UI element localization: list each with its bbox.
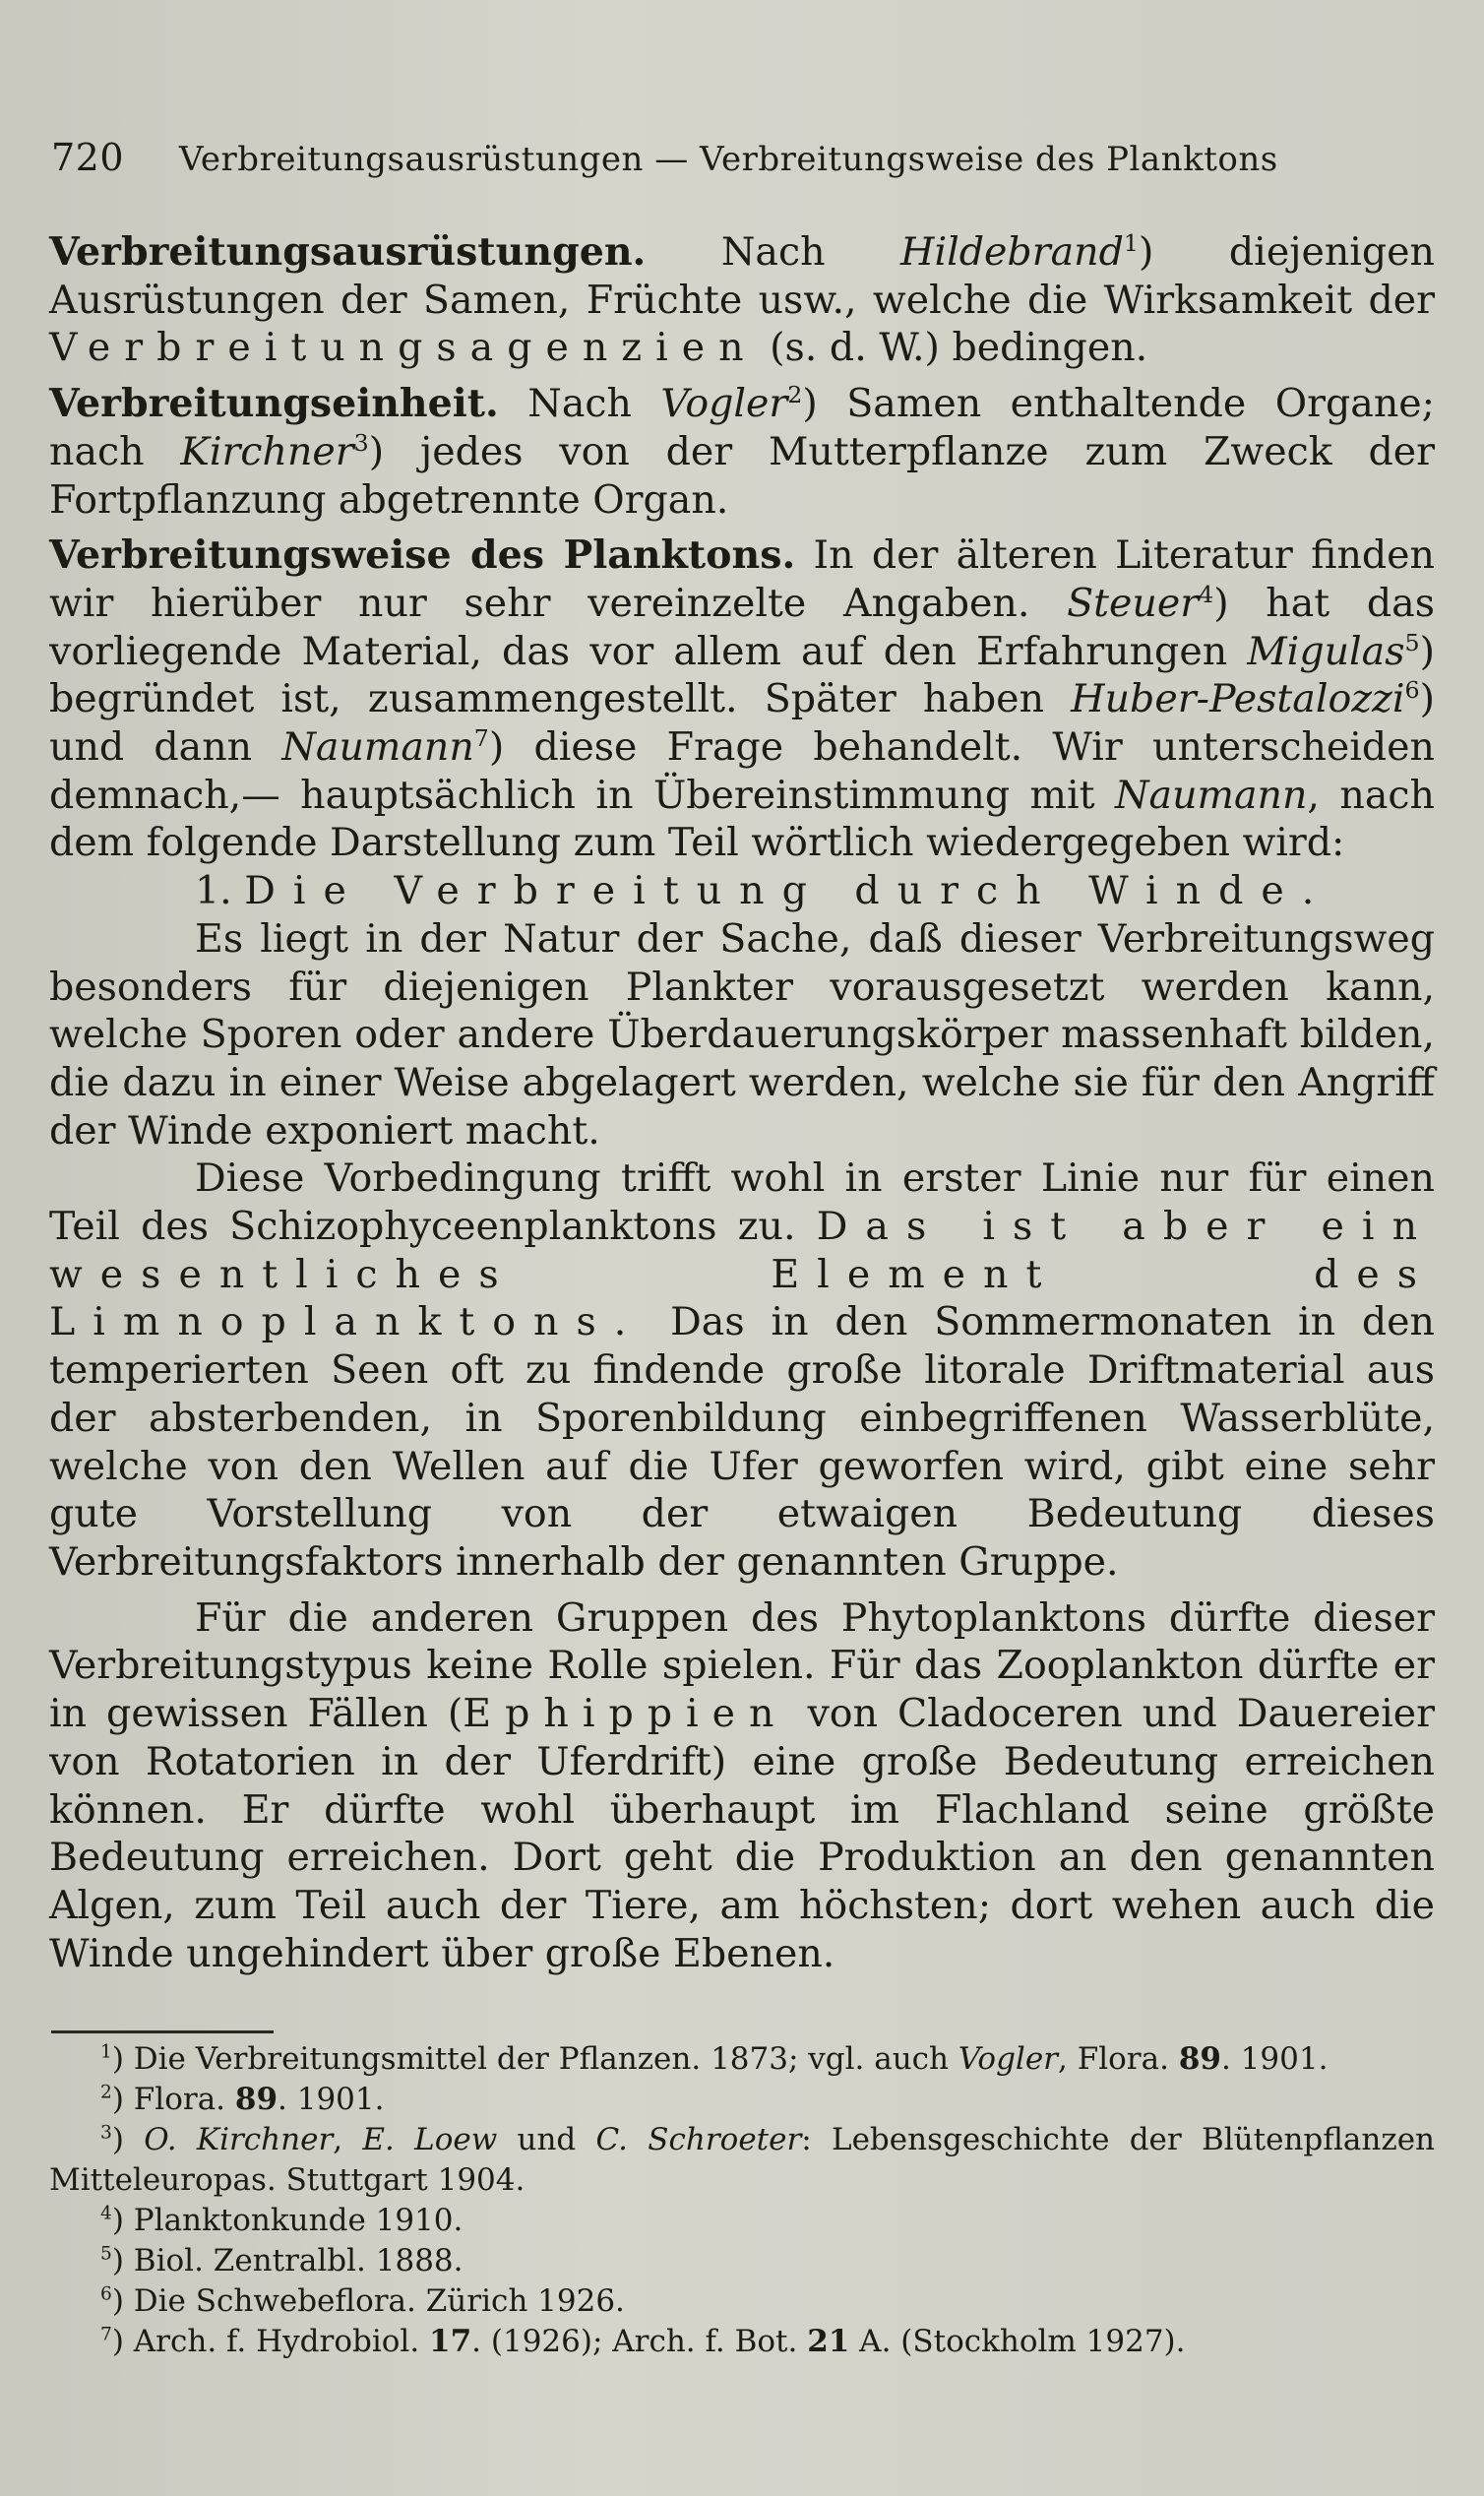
- running-header: [51, 136, 1429, 179]
- footnotes: [49, 2039, 1435, 2362]
- entry-verbreitungsweise: [49, 531, 1435, 867]
- text-run: . 1901.: [278, 2082, 385, 2117]
- footnote: [49, 2322, 1435, 2362]
- footnote-mark: 4: [100, 2203, 112, 2224]
- footnote: [49, 2281, 1435, 2322]
- entry-term: Verbreitungsweise des Planktons.: [49, 532, 796, 579]
- text-run: ) Samen enthaltende Organe; nach: [49, 381, 1435, 474]
- footnote-mark: 1: [100, 2041, 112, 2063]
- main-text: [49, 228, 1435, 1977]
- author-name: Huber-Pestalozzi: [1071, 676, 1405, 722]
- text-run: . (1926); Arch. f. Bot.: [471, 2324, 808, 2359]
- footnote-ref: 5: [1404, 628, 1420, 656]
- footnote: [49, 2241, 1435, 2281]
- footnote-mark: 3: [100, 2122, 112, 2144]
- text-run: Nach: [498, 381, 661, 427]
- footnote-mark: 6: [100, 2283, 112, 2305]
- footnote-mark: 5: [100, 2243, 112, 2265]
- footnote-mark: 7: [100, 2324, 112, 2345]
- footnote: [49, 2080, 1435, 2120]
- entry-verbreitungseinheit: [49, 380, 1435, 524]
- text-run: und: [497, 2122, 596, 2157]
- text-run: : Lebensgeschichte der Blütenpflanzen Mitteleuropas. Stuttgart 1904.: [49, 2122, 1436, 2198]
- text-run: Das in den Sommermonaten in den temperierten Seen oft zu findende große litorale Driftmaterial aus der absterbenden, in Sporenbildung einbegriffenen Wasserblüte, welche von den Wellen auf die Ufer geworfen wird, gibt eine sehr gute Vorstellung von der etwaigen Bedeutung dieses Verbreitungsfaktors innerhalb der genannten Gruppe.: [49, 1299, 1435, 1585]
- footnote: [49, 2039, 1435, 2080]
- text-run: , nach dem folgende Darstellung zum Teil wörtlich wiedergegeben wird:: [49, 772, 1435, 866]
- text-run: ) Die Schwebeflora. Zürich 1926.: [111, 2283, 625, 2319]
- footnote: [49, 2201, 1435, 2241]
- section-number: 1.: [195, 868, 232, 914]
- text-run: ) Arch. f. Hydrobiol.: [111, 2324, 430, 2359]
- text-run: ) Planktonkunde 1910.: [111, 2203, 464, 2238]
- text-run: . 1901.: [1220, 2041, 1329, 2077]
- volume-number: 17: [429, 2324, 472, 2359]
- text-run: ) Flora.: [111, 2082, 235, 2117]
- footnote-mark: 2: [100, 2082, 112, 2103]
- text-run: Diese Vorbedingung trifft wohl in erster Linie nur für einen Teil des Schizophyceenplanktons zu.: [49, 1155, 1435, 1250]
- volume-number: 21: [807, 2324, 850, 2359]
- text-run: , Flora.: [1058, 2041, 1179, 2077]
- footnote-ref: 6: [1404, 676, 1420, 705]
- author-name: Kirchner: [180, 428, 354, 474]
- author-name: Steuer: [1067, 580, 1200, 626]
- text-run: ) und dann: [49, 676, 1435, 771]
- text-run: Für die anderen Gruppen des Phytoplanktons dürfte dieser Verbreitungstypus keine Rolle spielen. Für das Zooplankton dürfte er in gewissen Fällen (: [49, 1594, 1435, 1737]
- footnote-ref: 1: [1123, 228, 1139, 257]
- text-run: (s. d. W.) bedingen.: [757, 325, 1148, 371]
- paragraph: Es liegt in der Natur der Sache, daß dieser Verbreitungsweg besonders für diejenigen Plankter vorausgesetzt werden kann, welche Sporen oder andere Überdauerungskörper massenhaft bilden, die dazu in einer Weise abgelagert werden, welche sie für den Angriff der Winde exponiert macht.: [49, 915, 1435, 1154]
- footnote-ref: 7: [473, 723, 489, 752]
- text-run: ) hat das vorliegende Material, das vor allem auf den Erfahrungen: [49, 580, 1435, 674]
- footnote-divider: [51, 2030, 274, 2033]
- text-run: ) Biol. Zentralbl. 1888.: [111, 2243, 464, 2278]
- text-run: von Cladoceren und Dauereier von Rotatorien in der Uferdrift) eine große Bedeutung erreichen können. Er dürfte wohl überhaupt im Flachland seine größte Bedeutung erreichen. Dort geht die Produktion an den genannten Algen, zum Teil auch der Tiere, am höchsten; dort wehen auch die Winde ungehindert über große Ebenen.: [49, 1691, 1435, 1976]
- text-run: ) begründet ist, zusammengestellt. Später haben: [49, 628, 1435, 722]
- author-name: Vogler: [660, 381, 788, 427]
- text-run: ) Die Verbreitungsmittel der Pflanzen. 1873; vgl. auch: [111, 2041, 958, 2077]
- text-run: Nach: [646, 229, 901, 275]
- footnote-ref: 2: [787, 380, 803, 408]
- text-run: ) diejenigen Ausrüstungen der Samen, Früchte usw., welche die Wirksamkeit der: [49, 229, 1435, 323]
- text-run: A. (Stockholm 1927).: [849, 2324, 1186, 2359]
- author-name: Vogler: [958, 2041, 1059, 2077]
- author-name: Naumann: [281, 724, 474, 771]
- footnote: [49, 2120, 1435, 2201]
- author-name: O. Kirchner: [144, 2122, 334, 2157]
- paragraph: [49, 1594, 1435, 1978]
- spaced-term: Verbreitungsagenzien: [49, 325, 758, 371]
- author-name: E. Loew: [362, 2122, 498, 2157]
- author-name: Migulas: [1247, 628, 1405, 674]
- author-name: C. Schroeter: [595, 2122, 802, 2157]
- text-run: ,: [333, 2122, 363, 2157]
- text-run: In der älteren Literatur finden wir hierüber nur sehr vereinzelte Angaben.: [49, 532, 1435, 626]
- footnote-ref: 3: [353, 428, 369, 457]
- spaced-emphasis: Ephippien: [463, 1691, 788, 1737]
- text-run: ): [111, 2122, 145, 2157]
- paragraph: [49, 1154, 1435, 1586]
- text-run: ) jedes von der Mutterpflanze zum Zweck der Fortpflanzung abgetrennte Organ.: [49, 428, 1436, 523]
- text-run: ) diese Frage behandelt. Wir unterscheiden demnach,— hauptsächlich in Übereinstimmung mit: [49, 724, 1435, 818]
- author-name: Hildebrand: [900, 229, 1124, 275]
- section-title: Die Verbreitung durch Winde.: [244, 868, 1332, 914]
- author-name: Naumann: [1114, 772, 1308, 818]
- footnote-ref: 4: [1199, 580, 1214, 608]
- volume-number: 89: [234, 2082, 278, 2117]
- entry-term: Verbreitungsausrüstungen.: [49, 229, 647, 275]
- volume-number: 89: [1178, 2041, 1221, 2077]
- section-heading: [49, 867, 1435, 915]
- page-number: 720: [51, 136, 125, 179]
- entry-term: Verbreitungseinheit.: [49, 381, 499, 427]
- spaced-emphasis: Das ist aber ein wesentliches Element des Limnoplanktons.: [49, 1204, 1436, 1345]
- running-title: Verbreitungsausrüstungen — Verbreitungsweise des Planktons: [179, 140, 1278, 179]
- entry-verbreitungsausruestungen: [49, 228, 1435, 372]
